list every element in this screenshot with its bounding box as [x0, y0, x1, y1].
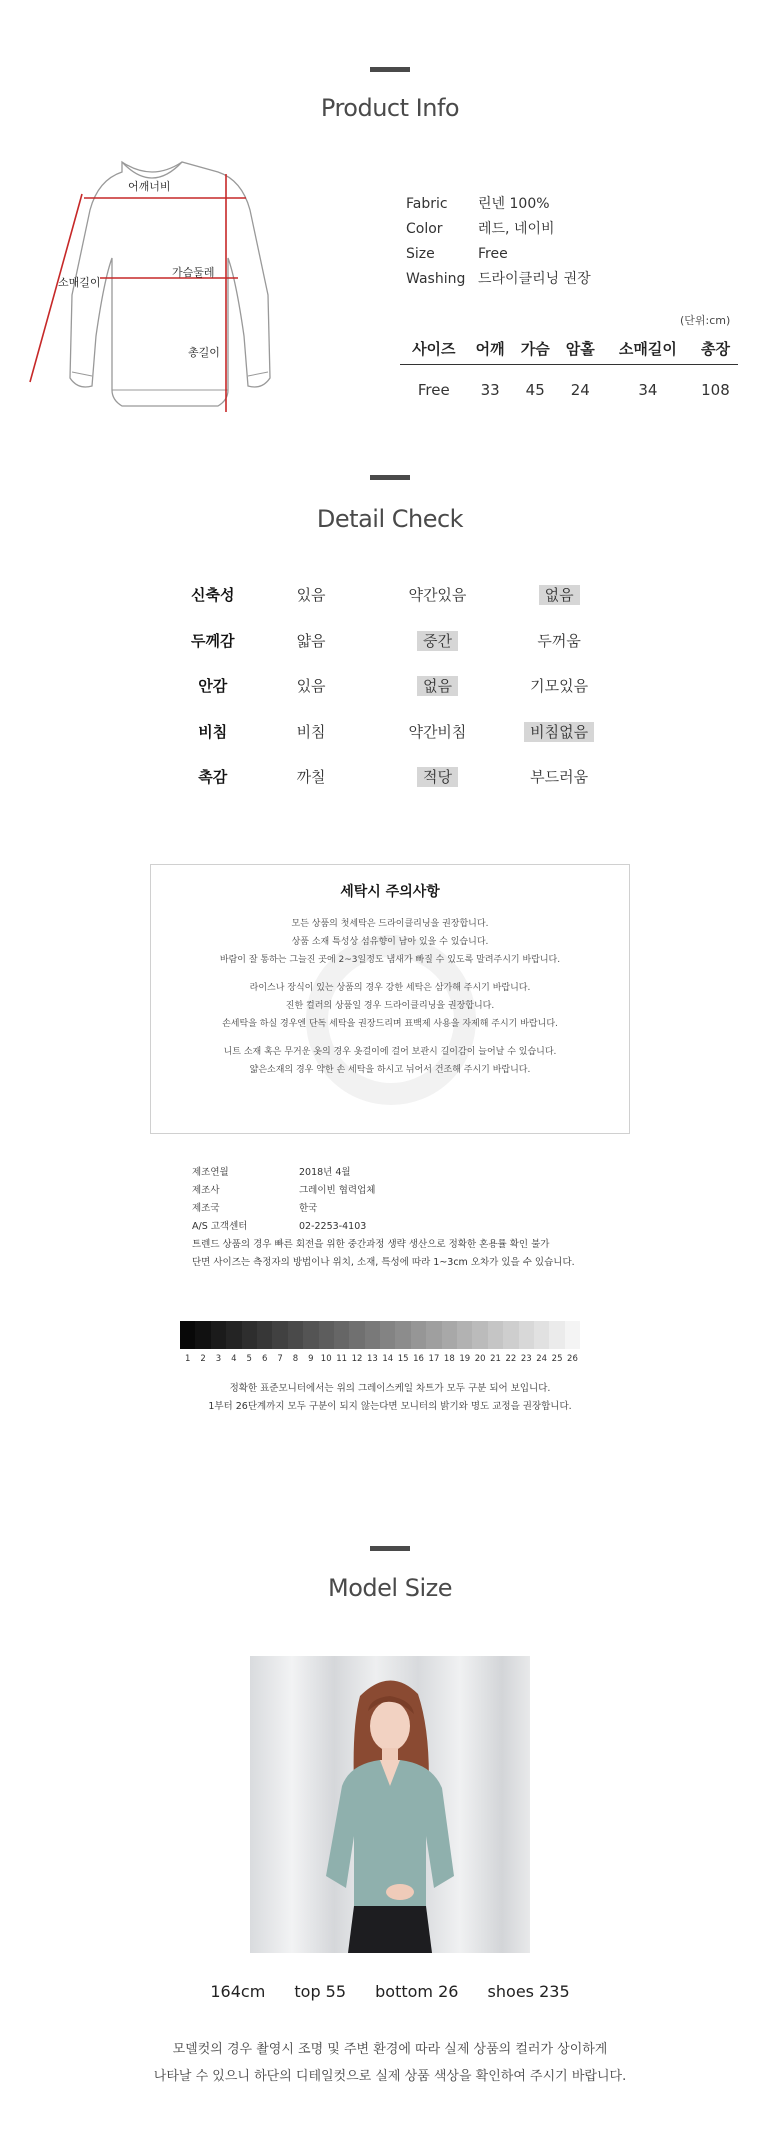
grayscale-swatch: [565, 1321, 580, 1349]
manufacturer-row: 제조국 한국: [192, 1203, 318, 1214]
shoulder-label: 어깨너비: [128, 180, 171, 193]
grayscale-number: 21: [490, 1354, 501, 1364]
manufacturer-note: 단면 사이즈는 측정자의 방법이나 위치, 소재, 특성에 따라 1~3cm 오차가 있을 수 있습니다.: [192, 1257, 575, 1268]
attribute-row: Color 레드, 네이비: [406, 221, 555, 237]
detail-check-option: 중간: [377, 630, 499, 651]
grayscale-swatch: [395, 1321, 410, 1349]
grayscale-number: 9: [308, 1354, 314, 1364]
size-header: 총장: [693, 333, 738, 364]
garment-diagram: [22, 150, 342, 430]
grayscale-number: 1: [184, 1354, 191, 1364]
detail-check-option: 얇음: [296, 631, 326, 650]
detail-check-label: 두께감: [191, 631, 235, 650]
detail-check-option: 부드러움: [530, 768, 589, 787]
detail-check-option: 비침없음: [498, 721, 620, 742]
grayscale-number: 12: [351, 1354, 363, 1364]
washing-notice-box: [150, 864, 630, 1134]
grayscale-swatch: [242, 1321, 257, 1349]
washing-notice-line: 상품 소재 특성상 섬유향이 남아 있을 수 있습니다.: [291, 937, 489, 947]
chest-label: 가슴둘레: [172, 266, 215, 279]
grayscale-swatch: [426, 1321, 441, 1349]
detail-check-label: 촉감: [198, 768, 228, 787]
size-table: [400, 333, 738, 416]
grayscale-swatch: [472, 1321, 487, 1349]
detail-check-row: [180, 618, 620, 664]
detail-check-option: 두꺼움: [537, 631, 581, 650]
grayscale-swatch: [442, 1321, 457, 1349]
grayscale-swatch: [180, 1321, 195, 1349]
detail-check-label: 신축성: [191, 586, 235, 605]
model-height: 164cm: [210, 1982, 266, 2001]
attribute-row: Size Free: [406, 246, 508, 262]
model-bottom: bottom 26: [375, 1982, 459, 2001]
manufacturer-info: [192, 1164, 575, 1272]
attribute-row: Fabric 린넨 100%: [406, 196, 550, 212]
washing-notice-line: 모든 상품의 첫세탁은 드라이클리닝을 권장합니다.: [291, 919, 489, 929]
section-divider-bar: [370, 67, 410, 72]
product-info-title: Product Info: [320, 94, 460, 122]
grayscale-numbers: [180, 1354, 580, 1364]
washing-notice-line: 니트 소재 혹은 무거운 옷의 경우 옷걸이에 걸어 보관시 길이감이 늘어날 수 있습니다.: [223, 1047, 557, 1057]
grayscale-swatch: [195, 1321, 210, 1349]
manufacturer-row: A/S 고객센터 02-2253-4103: [192, 1221, 367, 1232]
size-cell: 24: [570, 381, 590, 400]
detail-check-row: [180, 754, 620, 800]
grayscale-swatch: [365, 1321, 380, 1349]
size-header: 소매길이: [603, 333, 693, 364]
grayscale-number: 15: [397, 1354, 409, 1364]
size-cell: 45: [525, 381, 545, 400]
section-divider-bar: [370, 475, 410, 480]
detail-check-option: 약간비침: [408, 722, 467, 741]
model-shoes: shoes 235: [487, 1982, 570, 2001]
grayscale-swatch: [457, 1321, 472, 1349]
model-stats: [0, 1982, 780, 2001]
grayscale-number: 22: [505, 1354, 517, 1364]
washing-notice-line: 바람이 잘 통하는 그늘진 곳에 2~3일정도 냄새가 빠질 수 있도록 말려주시기 바랍니다.: [219, 955, 561, 965]
detail-check-table: [180, 572, 620, 800]
grayscale-number: 16: [413, 1354, 424, 1364]
grayscale-swatch: [211, 1321, 226, 1349]
manufacturer-note: 트렌드 상품의 경우 빠른 회전을 위한 중간과정 생략 생산으로 정확한 혼용률 확인 불가: [192, 1239, 550, 1250]
size-cell: 34: [638, 381, 658, 400]
detail-check-row: [180, 709, 620, 755]
grayscale-swatch: [534, 1321, 549, 1349]
sleeve-label: 소매길이: [58, 276, 101, 289]
model-top: top 55: [294, 1982, 347, 2001]
manufacturer-row: 제조사 그레이빈 협력업체: [192, 1185, 376, 1196]
detail-check-option: 없음: [377, 675, 499, 696]
grayscale-swatch: [257, 1321, 272, 1349]
detail-check-option: 있음: [296, 586, 326, 605]
grayscale-number: 19: [459, 1354, 471, 1364]
grayscale-number: 5: [246, 1354, 252, 1364]
grayscale-swatch: [503, 1321, 518, 1349]
grayscale-swatch: [319, 1321, 334, 1349]
detail-check-option: 없음: [498, 584, 620, 605]
length-label: 총길이: [188, 346, 220, 359]
detail-check-option: 기모있음: [530, 677, 589, 696]
detail-check-option: 있음: [296, 677, 326, 696]
section-divider-bar: [370, 1546, 410, 1551]
washing-notice-title: 세탁시 주의사항: [340, 884, 440, 900]
washing-notice-line: 얇은소재의 경우 약한 손 세탁을 하시고 뉘어서 건조해 주시기 바랍니다.: [249, 1065, 531, 1075]
grayscale-number: 10: [320, 1354, 332, 1364]
grayscale-swatch: [349, 1321, 364, 1349]
grayscale-number: 26: [567, 1354, 578, 1364]
detail-check-option: 적당: [377, 766, 499, 787]
size-header: 암홀: [558, 333, 603, 364]
washing-notice-text: [151, 915, 629, 1079]
grayscale-swatch: [288, 1321, 303, 1349]
grayscale-number: 20: [474, 1354, 486, 1364]
grayscale-swatch: [272, 1321, 287, 1349]
grayscale-number: 6: [261, 1354, 268, 1364]
grayscale-number: 11: [336, 1354, 348, 1364]
grayscale-number: 3: [215, 1354, 222, 1364]
detail-check-row: [180, 663, 620, 709]
washing-notice-line: 손세탁을 하실 경우엔 단독 세탁을 권장드리며 표백제 사용을 자제해 주시기 바랍니다.: [222, 1019, 558, 1029]
grayscale-number: 14: [382, 1354, 394, 1364]
grayscale-swatch: [303, 1321, 318, 1349]
grayscale-swatch: [226, 1321, 241, 1349]
detail-check-label: 안감: [198, 677, 228, 696]
size-header: 어깨: [468, 333, 513, 364]
size-header: 사이즈: [400, 333, 468, 364]
attribute-row: Washing 드라이클리닝 권장: [406, 271, 591, 287]
washing-notice-line: 라이스나 장식이 있는 상품의 경우 강한 세탁은 삼가해 주시기 바랍니다.: [249, 983, 531, 993]
size-header: 가슴: [513, 333, 558, 364]
model-size-title: Model Size: [328, 1574, 452, 1602]
grayscale-swatch: [519, 1321, 534, 1349]
grayscale-number: 7: [277, 1354, 283, 1364]
manufacturer-row: 제조연월 2018년 4월: [192, 1167, 351, 1178]
grayscale-number: 8: [292, 1354, 299, 1364]
detail-check-option: 약간있음: [408, 586, 467, 605]
detail-check-title: Detail Check: [316, 505, 464, 533]
detail-check-label: 비침: [198, 722, 228, 741]
grayscale-number: 17: [428, 1354, 440, 1364]
grayscale-swatch: [334, 1321, 349, 1349]
grayscale-swatch: [380, 1321, 395, 1349]
model-note: 모델컷의 경우 촬영시 조명 및 주변 환경에 따라 실제 상품의 컬러가 상이하게 나타날 수 있으니 하단의 디테일컷으로 실제 상품 색상을 확인하여 주시기 바랍니다.: [153, 2042, 627, 2084]
grayscale-swatch: [488, 1321, 503, 1349]
grayscale-number: 4: [231, 1354, 237, 1364]
grayscale-number: 13: [366, 1354, 378, 1364]
grayscale-swatch: [549, 1321, 564, 1349]
grayscale-number: 23: [520, 1354, 532, 1364]
grayscale-number: 25: [551, 1354, 563, 1364]
size-cell: Free: [417, 381, 450, 400]
model-photo: [250, 1656, 530, 1953]
product-attributes: [406, 192, 591, 292]
grayscale-number: 18: [443, 1354, 455, 1364]
table-row: [400, 364, 738, 416]
detail-check-option: 비침: [296, 722, 326, 741]
grayscale-chart: [180, 1321, 580, 1349]
detail-check-option: 까칠: [296, 768, 326, 787]
washing-notice-line: 진한 컬러의 상품일 경우 드라이클리닝을 권장합니다.: [285, 1001, 495, 1011]
grayscale-number: 2: [200, 1354, 206, 1364]
grayscale-number: 24: [536, 1354, 548, 1364]
grayscale-note: 정확한 표준모니터에서는 위의 그레이스케일 차트가 모두 구분 되어 보입니다. 1부터 26단계까지 모두 구분이 되지 않는다면 모니터의 밝기와 명도 교정을 권장합니다.: [208, 1383, 572, 1412]
size-cell: 33: [480, 381, 500, 400]
size-cell: 108: [701, 381, 730, 400]
grayscale-swatch: [411, 1321, 426, 1349]
unit-label: (단위:cm): [680, 314, 731, 327]
detail-check-row: [180, 572, 620, 618]
